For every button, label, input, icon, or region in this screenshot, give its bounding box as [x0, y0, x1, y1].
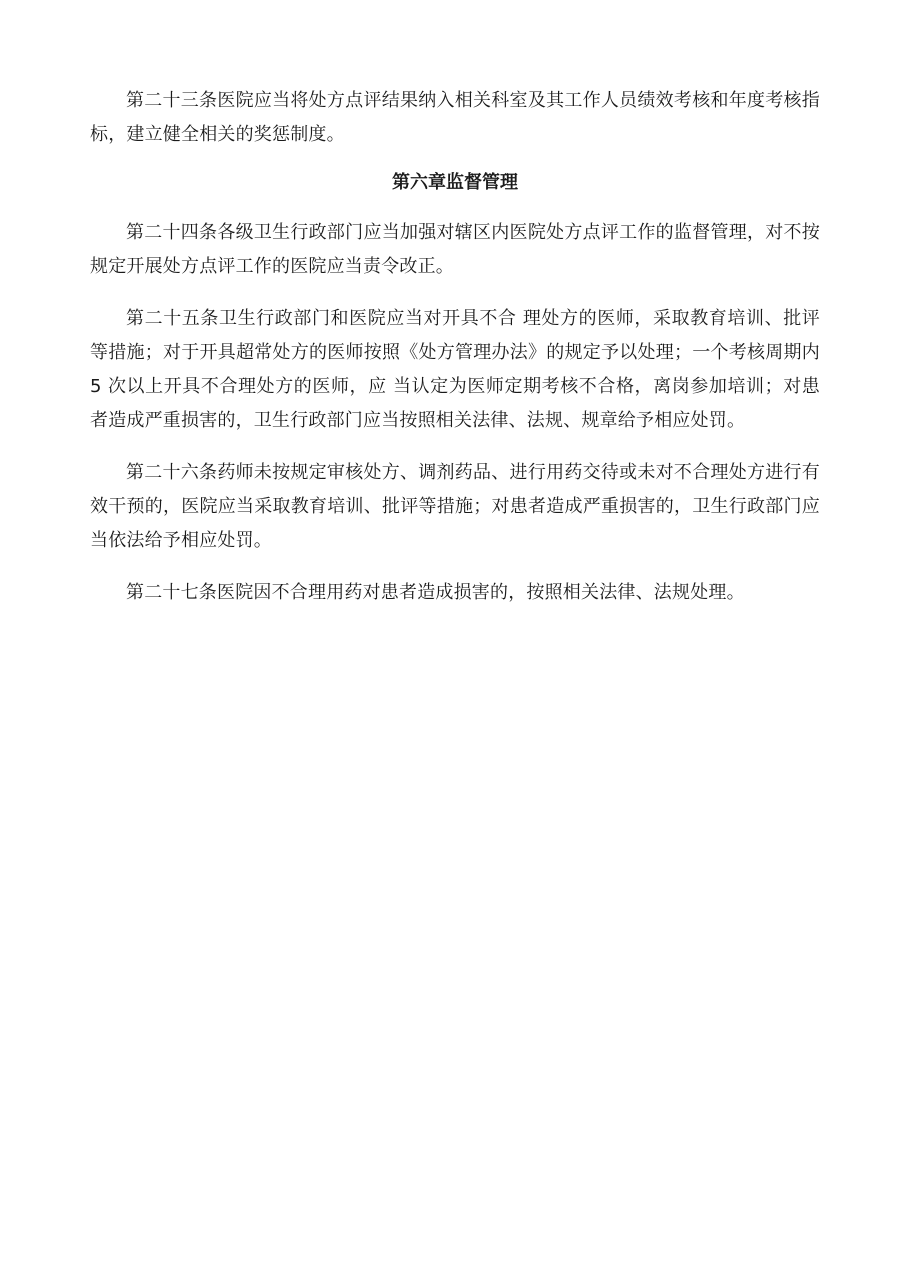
article-26-paragraph: 第二十六条药师未按规定审核处方、调剂药品、进行用药交待或未对不合理处方进行有效干预的，医院应当采取教育培训、批评等措施；对患者造成严重损害的，卫生行政部门应当依法给予相应处罚。 [90, 462, 820, 551]
article-25-paragraph: 第二十五条卫生行政部门和医院应当对开具不合 理处方的医师，采取教育培训、批评等措施；对于开具超常处方的医师按照《处方管理办法》的规定予以处理；一个考核周期内 5 次以上开具不合理处方的医师，应 当认定为医师定期考核不合格，离岗参加培训；对患者造成严重损害的，卫生行政部门应当按照相关法律、法规、规章给予相应处罚。 [90, 308, 820, 431]
document-page [90, 84, 820, 628]
chapter-heading: 第六章监督管理 [392, 172, 518, 193]
article-27-paragraph: 第二十七条医院因不合理用药对患者造成损害的，按照相关法律、法规处理。 [126, 582, 745, 603]
article-23-paragraph: 第二十三条医院应当将处方点评结果纳入相关科室及其工作人员绩效考核和年度考核指标，建立健全相关的奖惩制度。 [90, 90, 820, 145]
article-24-paragraph: 第二十四条各级卫生行政部门应当加强对辖区内医院处方点评工作的监督管理，对不按规定开展处方点评工作的医院应当责令改正。 [90, 222, 820, 277]
